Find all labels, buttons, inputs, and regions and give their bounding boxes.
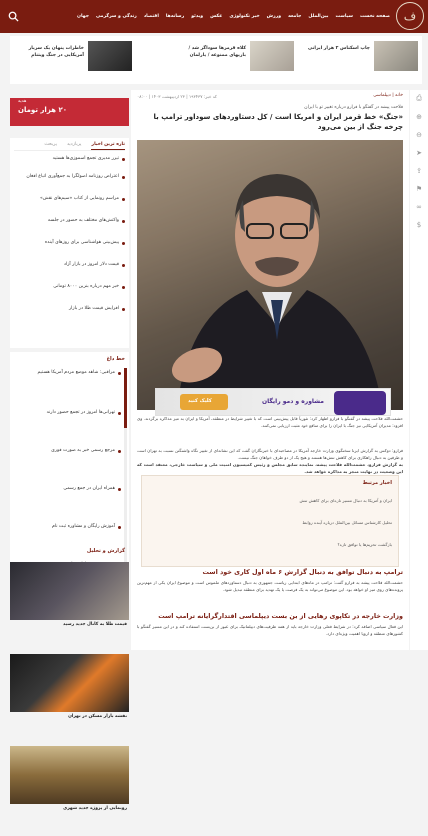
article-title: «جنگ» خط قرمز ایران و امریکا است / کل دستاوردهای سوداور ترامپ با چرخه جنگ از بین می‌رود — [153, 113, 403, 131]
article — [131, 90, 409, 650]
gallery-image — [10, 746, 129, 804]
bullet — [122, 158, 125, 161]
bullet — [122, 242, 125, 245]
article-paragraph: فرارو: دوکس‌ به گزارش ایرنا سخنگوی وزارت خارجه آمریکا در مصاحبه‌ای با خبرنگاران گفت که این نشانه‌ای از تغییر نگاه واشنگتن نسبت به تهران است و طرفین به دنبال راهکاری برای کاهش تنش‌ها هستند و هیچ یک از دو طرف خواهان جنگ نیست. — [137, 448, 403, 460]
related-link[interactable]: بازگشت تحریم‌ها یا توافق تازه؟ — [337, 542, 392, 547]
article-date: کد خبر: ۱۹۳۴۳۷ | ۲۳ اردیبهشت ۱۴۰۳ | ۰۸:۰۰ — [137, 94, 217, 99]
portrait-image — [137, 140, 403, 410]
list-item-text: قیمت دلار امروز در بازار آزاد — [63, 262, 119, 267]
article-paragraph: حشمت‌الله فلاحت پیشه به فرارو گفت: ترامپ در ماه‌های ابتدایی ریاست جمهوری به دنبال دستاوردهای ملموس است و موضوع ایران یکی از مهم‌ترین پرونده‌های روی میز او خواهد بود. این موضوع می‌تواند به یک فرصت یا یک تهدید برای منطقه تبدیل شود. — [137, 580, 403, 592]
gallery-caption: قیمت طلا به کانال جدید رسید — [62, 622, 127, 627]
bullet — [122, 264, 125, 267]
list-item-text: خبر مهم درباره بنزین ۸۰۰۰ تومانی — [53, 284, 119, 289]
bullet — [122, 308, 125, 311]
list-item[interactable] — [14, 196, 125, 203]
gallery-item[interactable] — [10, 746, 129, 816]
list-item[interactable] — [14, 486, 121, 493]
share-toolbar — [410, 90, 428, 650]
nav-item[interactable]: رسانه‌ها — [165, 14, 185, 19]
article-subheading: وزارت خارجه در تکاپوی رهایی از بن بست دیپلماسی اقتدارگرایانه ترامپ است — [158, 612, 403, 620]
ad-banner[interactable] — [155, 388, 391, 416]
list-item[interactable] — [14, 524, 121, 531]
list-item[interactable] — [14, 410, 121, 417]
nav-item[interactable]: ورزش — [266, 14, 282, 19]
list-item[interactable] — [14, 448, 121, 455]
related-link[interactable]: تحلیل کارشناس مسائل بین‌الملل درباره آینده روابط — [302, 520, 392, 525]
list-item-text: پیش‌بینی هواشناسی برای روزهای آینده — [44, 240, 119, 245]
bullet — [118, 526, 121, 529]
list-item-text: افزایش قیمت طلا در بازار — [68, 306, 119, 311]
list-item[interactable] — [14, 370, 121, 377]
bullet — [118, 488, 121, 491]
nav-item[interactable]: جهان — [77, 14, 90, 19]
strip-thumbnail — [250, 41, 294, 71]
article-subheading: ترامپ به دنبال توافق به دنبال گزارش ۶ ماه اول کاری خود است — [202, 568, 403, 576]
strip-item[interactable] — [146, 41, 170, 77]
gallery-caption: نقشه بازار مسکن در تهران — [68, 714, 127, 719]
list-item-text: آموزش رایگان و مشاوره ثبت نام — [51, 524, 115, 529]
bullet — [122, 176, 125, 179]
list-item-text: همراه ایران در جمع رسمی — [63, 486, 115, 491]
bookmark-icon[interactable]: ⚑ — [415, 185, 423, 193]
list-item[interactable] — [14, 284, 125, 291]
list-item-text: تیزر مدیری تجمع اسموزی‌ها هستید — [52, 156, 119, 161]
tab-most-discussed[interactable]: پربحث — [44, 142, 57, 147]
nav-item[interactable]: اقتصاد — [143, 14, 159, 19]
list-item-text: مراسم رونمایی از کتاب «سیم‌های نقش» — [40, 196, 119, 201]
gallery-item[interactable] — [10, 654, 129, 724]
telegram-icon[interactable]: ➤ — [416, 149, 422, 157]
news-tabs-box — [10, 138, 129, 348]
list-item[interactable] — [14, 306, 125, 313]
nav-item[interactable]: جامعه — [288, 14, 302, 19]
ad-text: مشاوره و دمو رایگان — [262, 398, 324, 405]
search-icon[interactable] — [8, 11, 19, 22]
list-item-text: واکنش‌های مختلف به حضور در جلسه — [47, 218, 119, 223]
nav-item[interactable]: سیاست — [335, 14, 353, 19]
list-item-text: تهرانی‌ها امروز در تجمع حضور دارند — [46, 410, 115, 415]
bullet — [118, 372, 121, 375]
list-item-text: مراقبی: شاهد موضع مردم آمریکا هستیم — [37, 370, 115, 375]
strip-title: خاطرات پنهان یک سرباز آمریکایی در جنگ ویتنام — [28, 46, 84, 58]
bullet — [118, 412, 121, 415]
link-icon[interactable]: ∞ — [416, 203, 422, 211]
gallery-image — [10, 654, 129, 712]
related-link[interactable]: ایران و آمریکا به دنبال مسیر تازه‌ای برای کاهش تنش — [299, 498, 392, 503]
list-item-text: اعتراض روزنامه اصولگرا به جمع‌آوری اتباع افغان — [26, 174, 119, 179]
strip-title: کلاه قرمزها سوداگر شد / بازیهای ممنوعه / پارلمان — [188, 46, 246, 58]
strip-item[interactable] — [300, 41, 418, 77]
list-item[interactable] — [14, 174, 125, 181]
article-kicker: فلاحت پیشه در گفتگو با فرارو درباره تغییر تو با ایران — [304, 105, 403, 110]
nav-item[interactable]: بین‌الملل — [308, 14, 329, 19]
list-item[interactable] — [14, 156, 125, 163]
strip-thumbnail — [88, 41, 132, 71]
top-navigation-bar — [0, 0, 428, 33]
bullet — [122, 220, 125, 223]
tab-most-viewed[interactable]: پربازدید — [66, 142, 82, 147]
promo-banner[interactable] — [10, 98, 129, 126]
tab-latest[interactable]: تازه ترین اخبار — [91, 142, 125, 150]
print-icon[interactable]: ⎙ — [416, 94, 422, 102]
site-logo[interactable]: ف — [396, 2, 424, 30]
promo-text: ۲۰ هزار تومان — [18, 106, 68, 114]
article-photo — [137, 140, 403, 410]
article-paragraph: این فعال سیاسی اضافه کرد: در شرایط فعلی وزارت خارجه باید از همه ظرفیت‌های دیپلماتیک برای عبور از بن‌بست استفاده کند و در این مسیر گفتگو با کشورهای منطقه و اروپا اهمیت ویژه‌ای دارد. — [137, 624, 403, 636]
gallery-item[interactable] — [10, 562, 129, 632]
nav-item[interactable]: خبر تکنولوژی — [229, 14, 260, 19]
strip-item[interactable] — [176, 41, 294, 77]
ad-cta[interactable]: کلیک کنید — [188, 398, 212, 404]
hot-news-title: خط داغ — [106, 356, 125, 362]
gallery-title: گزارش و تحلیل — [86, 548, 125, 554]
top-news-strip — [10, 36, 422, 84]
news-tabs — [14, 142, 125, 151]
main-menu — [77, 0, 390, 33]
list-item[interactable] — [14, 262, 125, 269]
related-news-box — [141, 475, 399, 567]
article-paragraph: به گزارش فرارو، حشمت‌الله فلاحت پیشه، نماینده سابق مجلس و رئیس کمیسیون امنیت ملی و سیاست خارجی، معتقد است که این وضعیت در نهایت منجر به مذاکره خواهد شد. — [137, 462, 403, 474]
strip-title: چاپ اسکناس ۲ هزار ایرانی — [308, 46, 370, 51]
list-item[interactable] — [14, 240, 125, 247]
article-paragraph: حشمت‌الله فلاحت پیشه در گفتگو با فرارو اظهار کرد: تئوریاً قابل پیش‌بینی است که با تغییر شرایط در منطقه، آمریکا و ایران به میز مذاکره برگردند. وی افزود: مدیران آمریکایی نیز جنگ با ایران را برای منافع خود مثبت ارزیابی نمی‌کنند. — [137, 416, 403, 428]
strip-thumbnail — [374, 41, 418, 71]
zoom-in-icon[interactable]: ⊕ — [416, 113, 422, 121]
list-item[interactable] — [14, 218, 125, 225]
gallery-image — [10, 562, 129, 620]
bullet — [122, 286, 125, 289]
bullet — [118, 450, 121, 453]
zoom-out-icon[interactable]: ⊖ — [416, 131, 422, 139]
share-icon[interactable]: ⇪ — [416, 167, 422, 175]
nav-item[interactable]: صفحه نخست — [359, 14, 390, 19]
strip-item[interactable] — [14, 41, 132, 77]
nav-item[interactable]: ویدئو — [191, 14, 204, 19]
scrollbar-thumb[interactable] — [124, 368, 127, 428]
nav-item[interactable]: زندگی و سرگرمی — [96, 14, 137, 19]
gallery-caption: رونمایی از پروژه جدید شهری — [63, 806, 127, 811]
nav-item[interactable]: عکس — [210, 14, 223, 19]
list-item-text: مرجع رسمی خبر به صورت فوری — [51, 448, 115, 453]
dollar-icon[interactable]: $ — [416, 221, 422, 229]
breadcrumb[interactable]: خانه | دیپلماسی — [373, 93, 403, 98]
promo-subtext: هدیه — [18, 99, 27, 104]
bullet — [122, 198, 125, 201]
related-heading: اخبار مرتبط — [362, 480, 392, 486]
